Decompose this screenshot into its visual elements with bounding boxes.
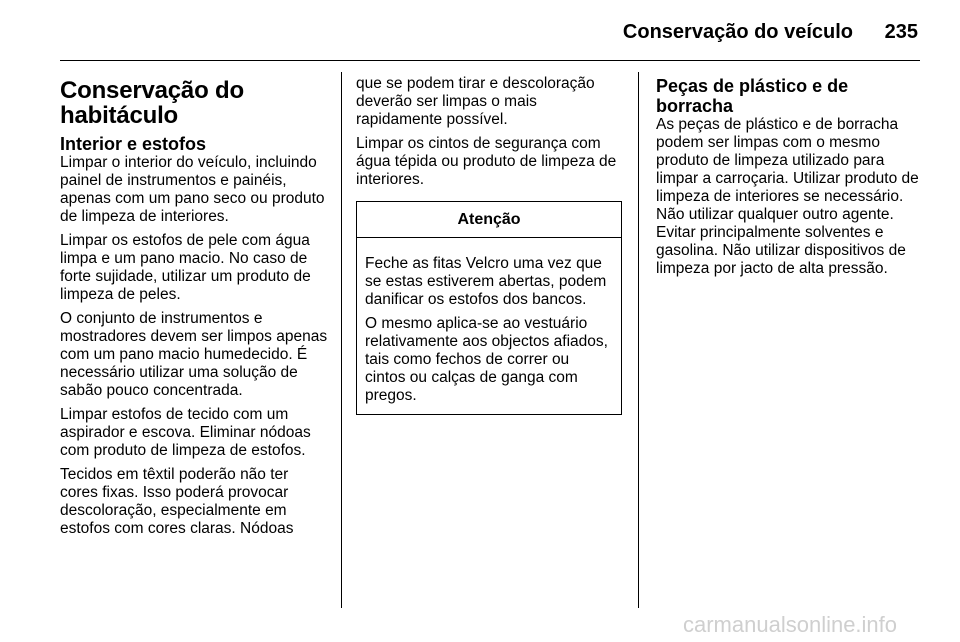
column-divider-1 — [341, 72, 342, 608]
plastics-paragraph: As peças de plástico e de borracha podem ser limpas com o mesmo produto de limpeza utilizado para limpar a carroçaria. Utilizar produto de limpeza de interiores se necessário. Não utilizar qualquer outro agente. Evitar principalmente solventes e gasolina. Não utilizar dispositivos de limpeza por jacto de alta pressão. — [656, 116, 919, 277]
interior-paragraph-1: Limpar o interior do veículo, incluindo painel de instrumentos e painéis, apenas com um pano seco ou produto de limpeza de interiores. — [60, 154, 325, 225]
watermark: carmanualsonline.info — [683, 612, 898, 637]
header-rule — [60, 60, 920, 61]
section-title-line-1: Conservação do — [60, 77, 244, 104]
section-title-line-2: habitáculo — [60, 102, 179, 129]
subsection-title-interior: Interior e estofos — [60, 134, 207, 154]
interior-continuation-1: que se podem tirar e descoloração deverão ser limpas o mais rapidamente possível. — [356, 75, 595, 128]
column-2 — [356, 68, 624, 415]
notice-box — [356, 201, 622, 415]
page-number: 235 — [884, 21, 918, 43]
subsection-title-plastics: Peças de plástico e de borracha — [656, 76, 849, 116]
column-1 — [60, 68, 328, 544]
column-3 — [656, 68, 924, 284]
notice-body — [357, 238, 621, 414]
column-divider-2 — [638, 72, 639, 608]
interior-paragraph-5: Tecidos em têxtil poderão não ter cores fixas. Isso poderá provocar descoloração, especialmente em estofos com cores claras. Nódoas — [60, 466, 294, 537]
page-header-title: Conservação do veículo — [622, 21, 853, 43]
interior-paragraph-3: O conjunto de instrumentos e mostradores devem ser limpos apenas com um pano macio humedecido. É necessário utilizar uma solução de sabão pouco concentrada. — [60, 310, 328, 399]
notice-paragraph-1: Feche as fitas Velcro uma vez que se estas estiverem abertas, podem danificar os estofos dos bancos. — [365, 255, 607, 308]
section-title — [60, 78, 328, 128]
interior-paragraph-4: Limpar estofos de tecido com um aspirador e escova. Eliminar nódoas com produto de limpeza de estofos. — [60, 406, 311, 459]
notice-title: Atenção — [357, 202, 621, 238]
interior-paragraph-2: Limpar os estofos de pele com água limpa e um pano macio. No caso de forte sujidade, utilizar um produto de limpeza de peles. — [60, 232, 311, 303]
interior-continuation-2: Limpar os cintos de segurança com água tépida ou produto de limpeza de interiores. — [356, 135, 617, 188]
notice-paragraph-2: O mesmo aplica-se ao vestuário relativamente aos objectos afiados, tais como fechos de correr ou cintos ou calças de ganga com pregos. — [365, 315, 608, 404]
